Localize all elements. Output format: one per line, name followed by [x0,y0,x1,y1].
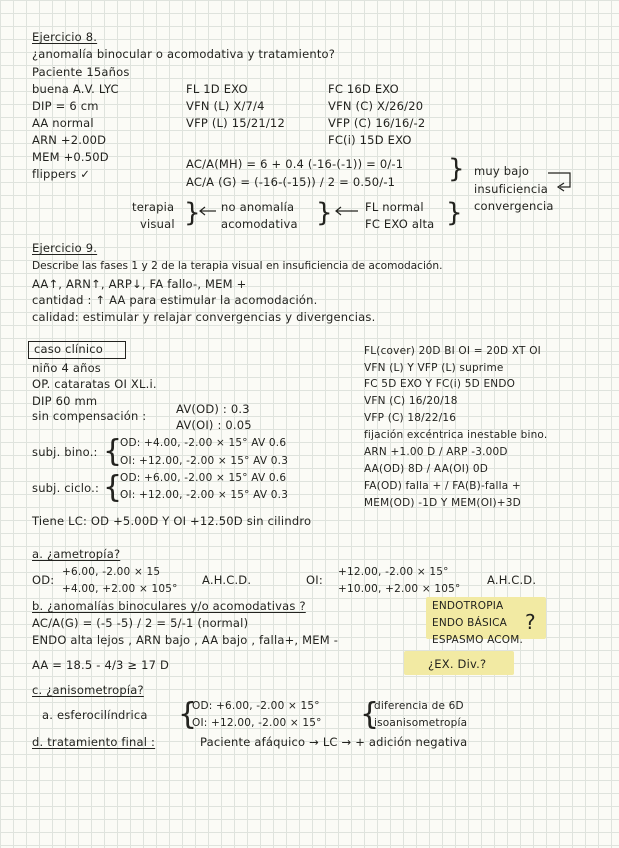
qb-title: b. ¿anomalías binoculares y/o acomodativas ? [32,599,306,613]
e8-col3-1: VFN (C) X/26/20 [328,99,424,113]
qc-title: c. ¿anisometropía? [32,683,144,697]
caso-subj-ciclo: subj. ciclo.: [32,481,100,495]
caso-right-3: VFN (C) 16/20/18 [364,395,458,407]
caso-right-9: MEM(OD) -1D Y MEM(OI)+3D [364,497,521,509]
caso-sb-oi: OI: +12.00, -2.00 × 15° AV 0.3 [120,455,289,467]
e8-aca-mh: AC/A(MH) = 6 + 0.4 (-16-(-1)) = 0/-1 [186,157,404,171]
caso-left-1: OP. cataratas OI XL.i. [32,377,157,391]
e9-line2: AA↑, ARN↑, ARP↓, FA fallo-, MEM + [32,277,247,291]
qb-ex-div: ¿EX. Div.? [428,657,487,671]
qc-diferencia: diferencia de 6D [374,700,464,712]
caso-title: caso clínico [34,342,104,356]
qb-endo-alta: ENDO alta lejos , ARN bajo , AA bajo , falla+, MEM - [32,633,339,647]
e8-col2-2: VFP (L) 15/21/12 [186,116,285,130]
e8-insuficiencia: insuficiencia [474,182,549,196]
right-brace: } [316,198,333,228]
e8-col3-2: VFP (C) 16/16/-2 [328,116,426,130]
e9-line1: Describe las fases 1 y 2 de la terapia visual en insuficiencia de acomodación. [32,260,443,272]
qc-a-oi: OI: +12.00, -2.00 × 15° [192,717,322,729]
caso-sb-od: OD: +4.00, -2.00 × 15° AV 0.6 [120,437,287,449]
e8-col1-2: AA normal [32,116,94,130]
e8-col2-0: FL 1D EXO [186,82,248,96]
caso-sc-oi: OI: +12.00, -2.00 × 15° AV 0.3 [120,489,289,501]
e9-title: Ejercicio 9. [32,241,98,255]
qa-title: a. ¿ametropía? [32,547,121,561]
arrow-line [548,173,570,187]
caso-left-0: niño 4 años [32,361,101,375]
qa-oi-2: +10.00, +2.00 × 105° [338,583,461,595]
e8-visual: visual [140,217,175,231]
e8-col1-4: MEM +0.50D [32,150,109,164]
e8-fl-normal: FL normal [365,200,424,214]
caso-right-7: AA(OD) 8D / AA(OI) 0D [364,463,489,475]
caso-tiene-lc: Tiene LC: OD +5.00D Y OI +12.50D sin cilindro [32,514,312,528]
left-brace: { [103,434,123,469]
right-brace: } [184,198,201,228]
qa-od-2: +4.00, +2.00 × 105° [62,583,178,595]
e8-convergencia: convergencia [474,199,554,213]
left-brace: { [103,470,123,505]
e8-aca-g: AC/A (G) = (-16-(-15)) / 2 = 0.50/-1 [186,175,396,189]
e8-col1-3: ARN +2.00D [32,133,107,147]
caso-sc-od: OD: +6.00, -2.00 × 15° AV 0.6 [120,472,287,484]
caso-right-2: FC 5D EXO Y FC(i) 5D ENDO [364,378,516,390]
qb-aca: AC/A(G) = (-5 -5) / 2 = 5/-1 (normal) [32,616,249,630]
caso-right-4: VFP (C) 18/22/16 [364,412,457,424]
e8-col1-5: flippers ✓ [32,167,91,181]
qa-oi-label: OI: [306,573,323,587]
qc-isoaniso: isoanisometropía [374,717,468,729]
e8-col1-0: buena A.V. LYC [32,82,119,96]
qa-od-label: OD: [32,573,55,587]
qc-a-od: OD: +6.00, -2.00 × 15° [192,700,320,712]
e9-line3: cantidad : ↑ AA para estimular la acomodación. [32,293,318,307]
caso-left-2: DIP 60 mm [32,394,98,408]
caso-subj-bino: subj. bino.: [32,445,98,459]
e8-terapia: terapia [132,200,175,214]
e8-acomodativa: acomodativa [221,217,298,231]
e8-col1-1: DIP = 6 cm [32,99,99,113]
caso-av-oi: AV(OI) : 0.05 [176,418,252,432]
qb-endotropia: ENDOTROPIA [432,600,504,612]
e8-fc-exo-alta: FC EXO alta [365,217,435,231]
caso-sin-comp: sin compensación : [32,409,147,423]
left-brace: { [360,697,380,732]
e8-patient: Paciente 15años [32,65,130,79]
e8-no-anomalia: no anomalía [221,200,295,214]
e9-line4: calidad: estimular y relajar convergencias y divergencias. [32,310,376,324]
qb-espasmo: ESPASMO ACOM. [432,634,524,646]
caso-right-1: VFN (L) Y VFP (L) suprime [364,362,504,374]
e8-muy-bajo: muy bajo [474,164,530,178]
caso-av-od: AV(OD) : 0.3 [176,402,250,416]
right-brace: } [448,154,465,184]
e8-title: Ejercicio 8. [32,30,98,44]
qc-a-label: a. esferocilíndrica [42,708,148,722]
qd-text: Paciente afáquico → LC → + adición negativa [200,735,468,749]
caso-right-5: fijación excéntrica inestable bino. [364,429,548,441]
qd-label: d. tratamiento final : [32,735,156,749]
e8-question: ¿anomalía binocular o acomodativa y tratamiento? [32,47,336,61]
left-brace: { [178,697,198,732]
e8-col3-0: FC 16D EXO [328,82,399,96]
qa-ahcd-2: A.H.C.D. [487,573,537,587]
e8-col2-1: VFN (L) X/7/4 [186,99,265,113]
qa-oi-1: +12.00, -2.00 × 15° [338,566,449,578]
right-brace: } [446,198,463,228]
caso-right-6: ARN +1.00 D / ARP -3.00D [364,446,508,458]
qa-od-1: +6.00, -2.00 × 15 [62,566,161,578]
e8-col3-3: FC(i) 15D EXO [328,133,412,147]
qb-question-mark: ? [525,610,536,634]
caso-right-0: FL(cover) 20D BI OI = 20D XT OI [364,345,541,357]
qb-aa: AA = 18.5 - 4/3 ≥ 17 D [32,658,170,672]
qa-ahcd-1: A.H.C.D. [202,573,252,587]
caso-right-8: FA(OD) falla + / FA(B)-falla + [364,480,521,492]
qb-endo-basica: ENDO BÁSICA [432,617,508,629]
